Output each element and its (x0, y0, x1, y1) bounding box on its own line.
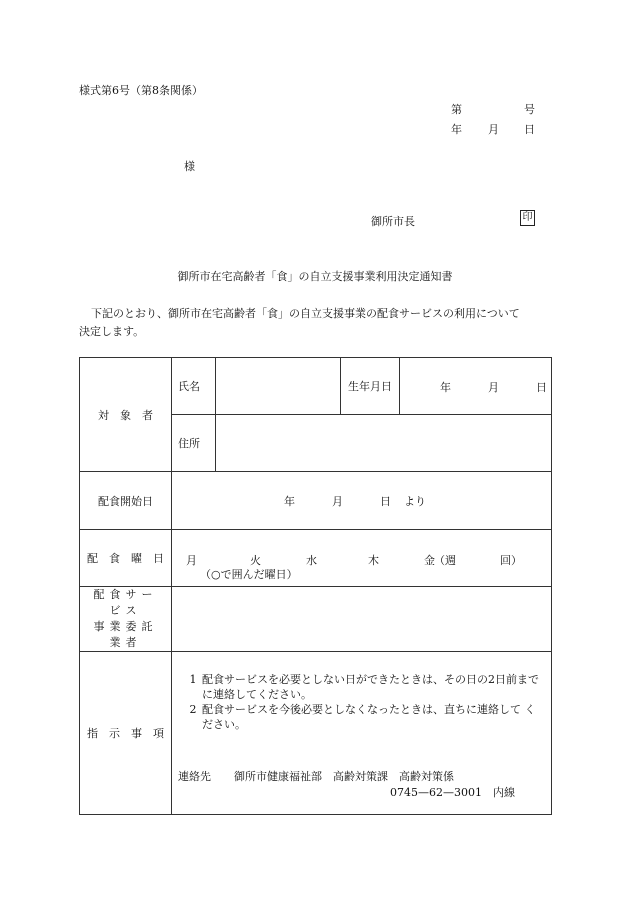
start-label-cell (80, 472, 172, 530)
address-label-cell (172, 415, 216, 472)
address-label: 住所 (178, 437, 200, 450)
start-label: 配食開始日 (98, 494, 153, 508)
intro-line-2: 決定します。 (79, 325, 145, 338)
form-number: 様式第6号（第8条関係） (79, 84, 203, 97)
instruction-text: 配食サービスを必要としない日ができたときは、その日の2日前まで に連絡してください。 (202, 673, 539, 701)
seal-mark: 印 (520, 210, 535, 226)
dob-month: 月 (488, 381, 499, 394)
start-value-cell (172, 472, 552, 530)
start-date-row (80, 472, 552, 530)
issuer-name: 御所市長 (371, 215, 415, 228)
dob-value-cell (400, 358, 552, 415)
instructions-row (80, 652, 552, 815)
times-per-week-close: 回） (500, 554, 522, 567)
subject-label-cell (80, 358, 172, 472)
start-year: 年 (284, 495, 295, 508)
dob-label-cell (341, 358, 400, 415)
name-value-cell (216, 358, 341, 415)
contact-label: 連絡先 (178, 770, 211, 783)
contractor-label-cell (80, 587, 172, 652)
instruction-number: 2 (189, 703, 197, 716)
contact-organization: 御所市健康福祉部 高齢対策課 高齢対策係 (234, 770, 454, 783)
delivery-days-row (80, 530, 552, 587)
times-per-week-open: （週 (434, 554, 456, 567)
day-friday: 金 (424, 554, 435, 567)
start-month: 月 (332, 495, 343, 508)
doc-number-suffix: 号 (524, 103, 535, 116)
subject-label: 対 象 者 (98, 408, 153, 422)
issuer-seal (520, 210, 535, 226)
instructions-label: 指 示 事 項 (87, 727, 164, 740)
day-monday: 月 (186, 554, 197, 567)
start-day: 日 (380, 495, 391, 508)
instructions-value-cell (172, 652, 552, 815)
contractor-label-line-1: 配食サービス (93, 588, 158, 617)
days-note: （○で囲んだ曜日） (200, 568, 298, 581)
instructions-label-cell (80, 652, 172, 815)
service-decision-table (79, 357, 552, 815)
instruction-number: 1 (189, 673, 197, 686)
dob-year: 年 (440, 381, 451, 394)
instruction-text: 配食サービスを今後必要としなくなったときは、直ちに連絡して ください。 (202, 703, 536, 731)
doc-number-prefix: 第 (451, 103, 462, 116)
name-label-cell (172, 358, 216, 415)
start-from: より (404, 495, 426, 508)
instruction-list (184, 672, 544, 732)
days-label-cell (80, 530, 172, 587)
contractor-row (80, 587, 552, 652)
date-day: 日 (524, 123, 535, 136)
intro-line-1: 下記のとおり、御所市在宅高齢者「食」の自立支援事業の配食サービスの利用について (91, 307, 520, 320)
name-label: 氏名 (178, 380, 200, 393)
day-tuesday: 火 (250, 554, 261, 567)
contractor-value-cell (172, 587, 552, 652)
days-value-cell (172, 530, 552, 587)
date-month: 月 (488, 123, 499, 136)
days-label: 配 食 曜 日 (87, 552, 164, 565)
document-title: 御所市在宅高齢者「食」の自立支援事業利用決定通知書 (177, 270, 453, 283)
date-year: 年 (451, 123, 462, 136)
instruction-item-2 (184, 702, 544, 732)
instruction-item-1 (184, 672, 544, 702)
day-wednesday: 水 (306, 554, 317, 567)
dob-day: 日 (536, 381, 547, 394)
day-thursday: 木 (368, 554, 379, 567)
name-row (80, 358, 552, 415)
addressee-suffix: 様 (184, 160, 195, 173)
address-value-cell (216, 415, 552, 472)
contractor-label-line-2: 事業委託業者 (93, 620, 158, 649)
contact-phone: 0745—62—3001 内線 (390, 786, 515, 799)
dob-label: 生年月日 (348, 380, 392, 393)
